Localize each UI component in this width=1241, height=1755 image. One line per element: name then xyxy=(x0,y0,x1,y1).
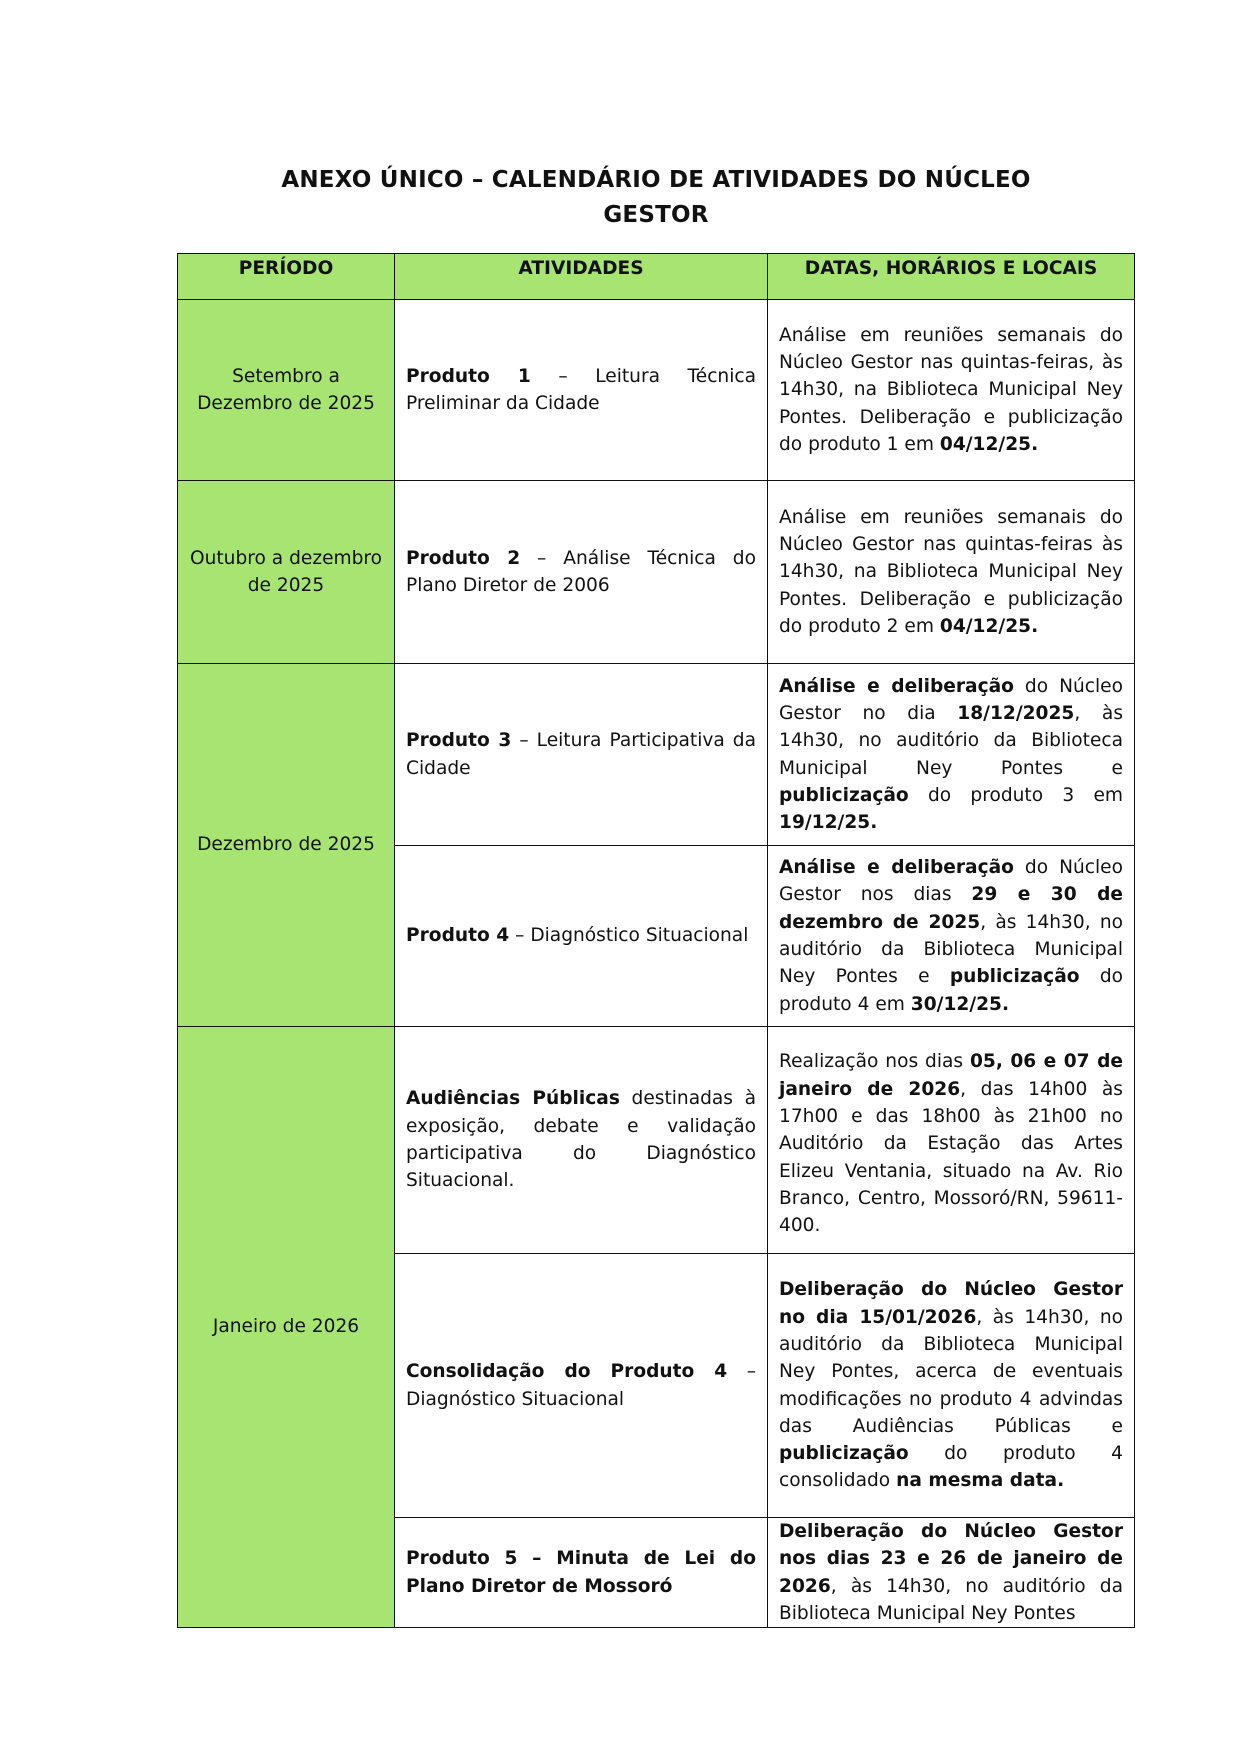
table-header-row xyxy=(178,254,1135,300)
period-cell: Outubro a dezembro de 2025 xyxy=(178,481,395,664)
bold-text: 18/12/2025 xyxy=(957,702,1075,724)
text: , às 14h30, no auditório da Biblioteca Municipal Ney Pontes, acerca de eventuais modificações no produto 4 advindas das Audiências Públicas e xyxy=(779,1306,1123,1437)
activity-cell xyxy=(395,1027,768,1254)
document-title xyxy=(176,163,1136,233)
bold-text: na mesma data. xyxy=(896,1470,1065,1492)
text: , às 14h30, no auditório da Biblioteca Municipal Ney Pontes e xyxy=(779,702,1123,779)
details-cell xyxy=(768,1027,1135,1254)
text: do produto 3 em xyxy=(908,784,1123,806)
bold-text: 30/12/25. xyxy=(910,993,1010,1015)
details-cell xyxy=(768,664,1135,846)
bold-text: Produto 4 xyxy=(406,925,510,947)
text: , às 14h30, no auditório da Biblioteca Municipal Ney Pontes e xyxy=(779,911,1123,988)
activity-cell xyxy=(395,300,768,481)
activity-calendar-table xyxy=(177,253,1135,1628)
text: do produto 4 em xyxy=(779,966,1124,1015)
text: – Diagnóstico Situacional xyxy=(509,925,749,947)
details-cell xyxy=(768,1518,1135,1628)
bold-text: Deliberação do Núcleo Gestor no dia 15/01/2026 xyxy=(779,1279,1123,1328)
text: Análise em reuniões semanais do Núcleo Gestor nas quintas-feiras às 14h30, na Biblioteca Municipal Ney Pontes. Deliberação e publicização do produto 2 em xyxy=(779,506,1123,637)
bold-text: Audiências Públicas xyxy=(406,1088,620,1110)
bold-text: Análise e deliberação xyxy=(779,857,1014,879)
text: do Núcleo Gestor nos dias xyxy=(779,857,1123,906)
bold-text: publicização xyxy=(779,1443,909,1465)
table-row xyxy=(178,481,1135,664)
activity-cell xyxy=(395,1518,768,1628)
bold-text: Consolidação do Produto 4 xyxy=(406,1361,728,1383)
period-cell: Dezembro de 2025 xyxy=(178,664,395,1027)
title-line-1: ANEXO ÚNICO – CALENDÁRIO DE ATIVIDADES DO NÚCLEO xyxy=(281,167,1031,193)
bold-text: 04/12/25. xyxy=(939,433,1039,455)
table-row xyxy=(178,664,1135,846)
text: – Leitura Participativa da Cidade xyxy=(406,730,756,779)
text: Realização nos dias xyxy=(779,1051,970,1073)
details-cell xyxy=(768,1254,1135,1518)
activity-cell xyxy=(395,481,768,664)
details-cell xyxy=(768,481,1135,664)
activity-cell xyxy=(395,664,768,846)
text: , das 14h00 às 17h00 e das 18h00 às 21h00 no Auditório da Estação das Artes Elizeu Ventania, situado na Av. Rio Branco, Centro, Mossoró/RN, 59611-400. xyxy=(779,1078,1123,1237)
details-cell xyxy=(768,300,1135,481)
bold-text: Produto 5 – Minuta de Lei do Plano Diretor de Mossoró xyxy=(406,1548,756,1597)
bold-text: publicização xyxy=(949,966,1080,988)
text: Análise em reuniões semanais do Núcleo Gestor nas quintas-feiras, às 14h30, na Biblioteca Municipal Ney Pontes. Deliberação e publicização do produto 1 em xyxy=(779,324,1123,455)
period-cell: Janeiro de 2026 xyxy=(178,1027,395,1628)
bold-text: 04/12/25. xyxy=(939,615,1039,637)
table-row xyxy=(178,300,1135,481)
text: – Análise Técnica do Plano Diretor de 2006 xyxy=(406,547,756,596)
bold-text: Produto 1 xyxy=(406,365,531,387)
text: destinadas à exposição, debate e validação participativa do Diagnóstico Situacional. xyxy=(406,1088,757,1192)
header-dates-times-places: DATAS, HORÁRIOS E LOCAIS xyxy=(768,254,1135,300)
activity-cell xyxy=(395,1254,768,1518)
title-line-2: GESTOR xyxy=(603,202,709,228)
text: do Núcleo Gestor no dia xyxy=(779,675,1123,724)
text: – Diagnóstico Situacional xyxy=(406,1361,756,1410)
header-activities: ATIVIDADES xyxy=(395,254,768,300)
table-row xyxy=(178,1027,1135,1254)
text: – Leitura Técnica Preliminar da Cidade xyxy=(406,365,756,414)
text: do produto 4 consolidado xyxy=(779,1443,1123,1492)
text: , às 14h30, no auditório da Biblioteca Municipal Ney Pontes xyxy=(779,1575,1123,1624)
details-cell xyxy=(768,846,1135,1027)
bold-text: Análise e deliberação xyxy=(779,675,1014,697)
bold-text: publicização xyxy=(779,784,909,806)
bold-text: Produto 3 xyxy=(406,730,512,752)
bold-text: 05, 06 e 07 de janeiro de 2026 xyxy=(779,1051,1123,1100)
period-cell: Setembro a Dezembro de 2025 xyxy=(178,300,395,481)
bold-text: Produto 2 xyxy=(406,547,521,569)
bold-text: 19/12/25. xyxy=(779,812,878,834)
header-period: PERÍODO xyxy=(178,254,395,300)
activity-cell xyxy=(395,846,768,1027)
bold-text: Deliberação do Núcleo Gestor nos dias 23 e 26 de janeiro de 2026 xyxy=(779,1521,1123,1597)
bold-text: 29 e 30 de dezembro de 2025 xyxy=(779,884,1123,933)
